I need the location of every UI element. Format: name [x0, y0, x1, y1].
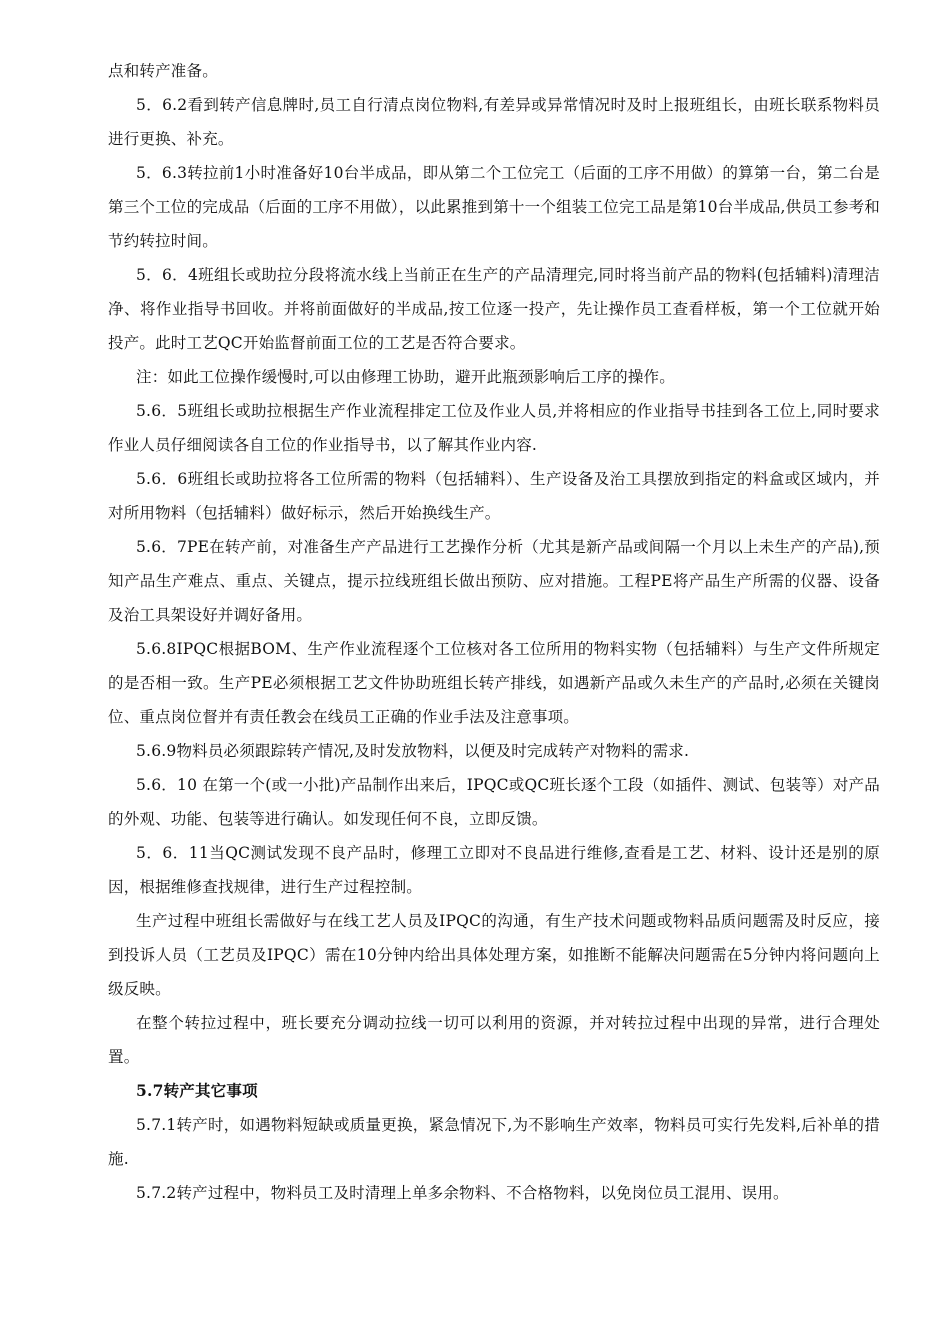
paragraph-note: 注：如此工位操作缓慢时,可以由修理工协助，避开此瓶颈影响后工序的操作。 [136, 368, 675, 386]
paragraph-resources: 在整个转拉过程中，班长要充分调动拉线一切可以利用的资源，并对转拉过程中出现的异常，进行合理处置。 [108, 1014, 880, 1066]
paragraph-continuation: 点和转产准备。 [108, 62, 218, 80]
paragraph-5-6-10: 5.6．10 在第一个(或一小批)产品制作出来后，IPQC或QC班长逐个工段（如插件、测试、包装等）对产品的外观、功能、包装等进行确认。如发现任何不良，立即反馈。 [108, 776, 880, 828]
paragraph-5-6-2: 5．6.2看到转产信息牌时,员工自行清点岗位物料,有差异或异常情况时及时上报班组长，由班长联系物料员进行更换、补充。 [108, 96, 880, 148]
paragraph-5-6-4: 5．6．4班组长或助拉分段将流水线上当前正在生产的产品清理完,同时将当前产品的物料(包括辅料)清理洁净、将作业指导书回收。并将前面做好的半成品,按工位逐一投产，先让操作员工查看样板，第一个工位就开始投产。此时工艺QC开始监督前面工位的工艺是否符合要求。 [108, 266, 880, 352]
paragraph-5-7-1: 5.7.1转产时，如遇物料短缺或质量更换，紧急情况下,为不影响生产效率，物料员可实行先发料,后补单的措施. [108, 1116, 880, 1168]
paragraph-5-6-3: 5．6.3转拉前1小时准备好10台半成品，即从第二个工位完工（后面的工序不用做）的算第一台，第二台是第三个工位的完成品（后面的工序不用做），以此累推到第十一个组装工位完工品是第10台半成品,供员工参考和节约转拉时间。 [108, 164, 880, 250]
paragraph-5-7-2: 5.7.2转产过程中，物料员工及时清理上单多余物料、不合格物料，以免岗位员工混用、误用。 [136, 1184, 789, 1202]
paragraph-5-6-6: 5.6．6班组长或助拉将各工位所需的物料（包括辅料）、生产设备及治工具摆放到指定的料盒或区域内，并对所用物料（包括辅料）做好标示，然后开始换线生产。 [108, 470, 880, 522]
paragraph-5-6-5: 5.6．5班组长或助拉根据生产作业流程排定工位及作业人员,并将相应的作业指导书挂到各工位上,同时要求作业人员仔细阅读各自工位的作业指导书，以了解其作业内容. [108, 402, 880, 454]
paragraph-communication: 生产过程中班组长需做好与在线工艺人员及IPQC的沟通，有生产技术问题或物料品质问题需及时反应，接到投诉人员（工艺员及IPQC）需在10分钟内给出具体处理方案，如推断不能解决问题需在5分钟内将问题向上级反映。 [108, 912, 880, 998]
paragraph-5-6-9: 5.6.9物料员必须跟踪转产情况,及时发放物料，以便及时完成转产对物料的需求. [136, 742, 690, 760]
paragraph-5-6-8: 5.6.8IPQC根据BOM、生产作业流程逐个工位核对各工位所用的物料实物（包括辅料）与生产文件所规定的是否相一致。生产PE必须根据工艺文件协助班组长转产排线，如遇新产品或久未生产的产品时,必须在关键岗位、重点岗位督并有责任教会在线员工正确的作业手法及注意事项。 [108, 640, 880, 726]
section-heading-5-7: 5.7转产其它事项 [136, 1081, 258, 1100]
paragraph-5-6-11: 5．6．11当QC测试发现不良产品时，修理工立即对不良品进行维修,查看是工艺、材料、设计还是别的原因，根据维修查找规律，进行生产过程控制。 [108, 844, 880, 896]
document-body [108, 54, 880, 1210]
paragraph-5-6-7: 5.6．7PE在转产前，对准备生产产品进行工艺操作分析（尤其是新产品或间隔一个月以上未生产的产品),预知产品生产难点、重点、关键点，提示拉线班组长做出预防、应对措施。工程PE将产品生产所需的仪器、设备及治工具架设好并调好备用。 [108, 538, 880, 624]
